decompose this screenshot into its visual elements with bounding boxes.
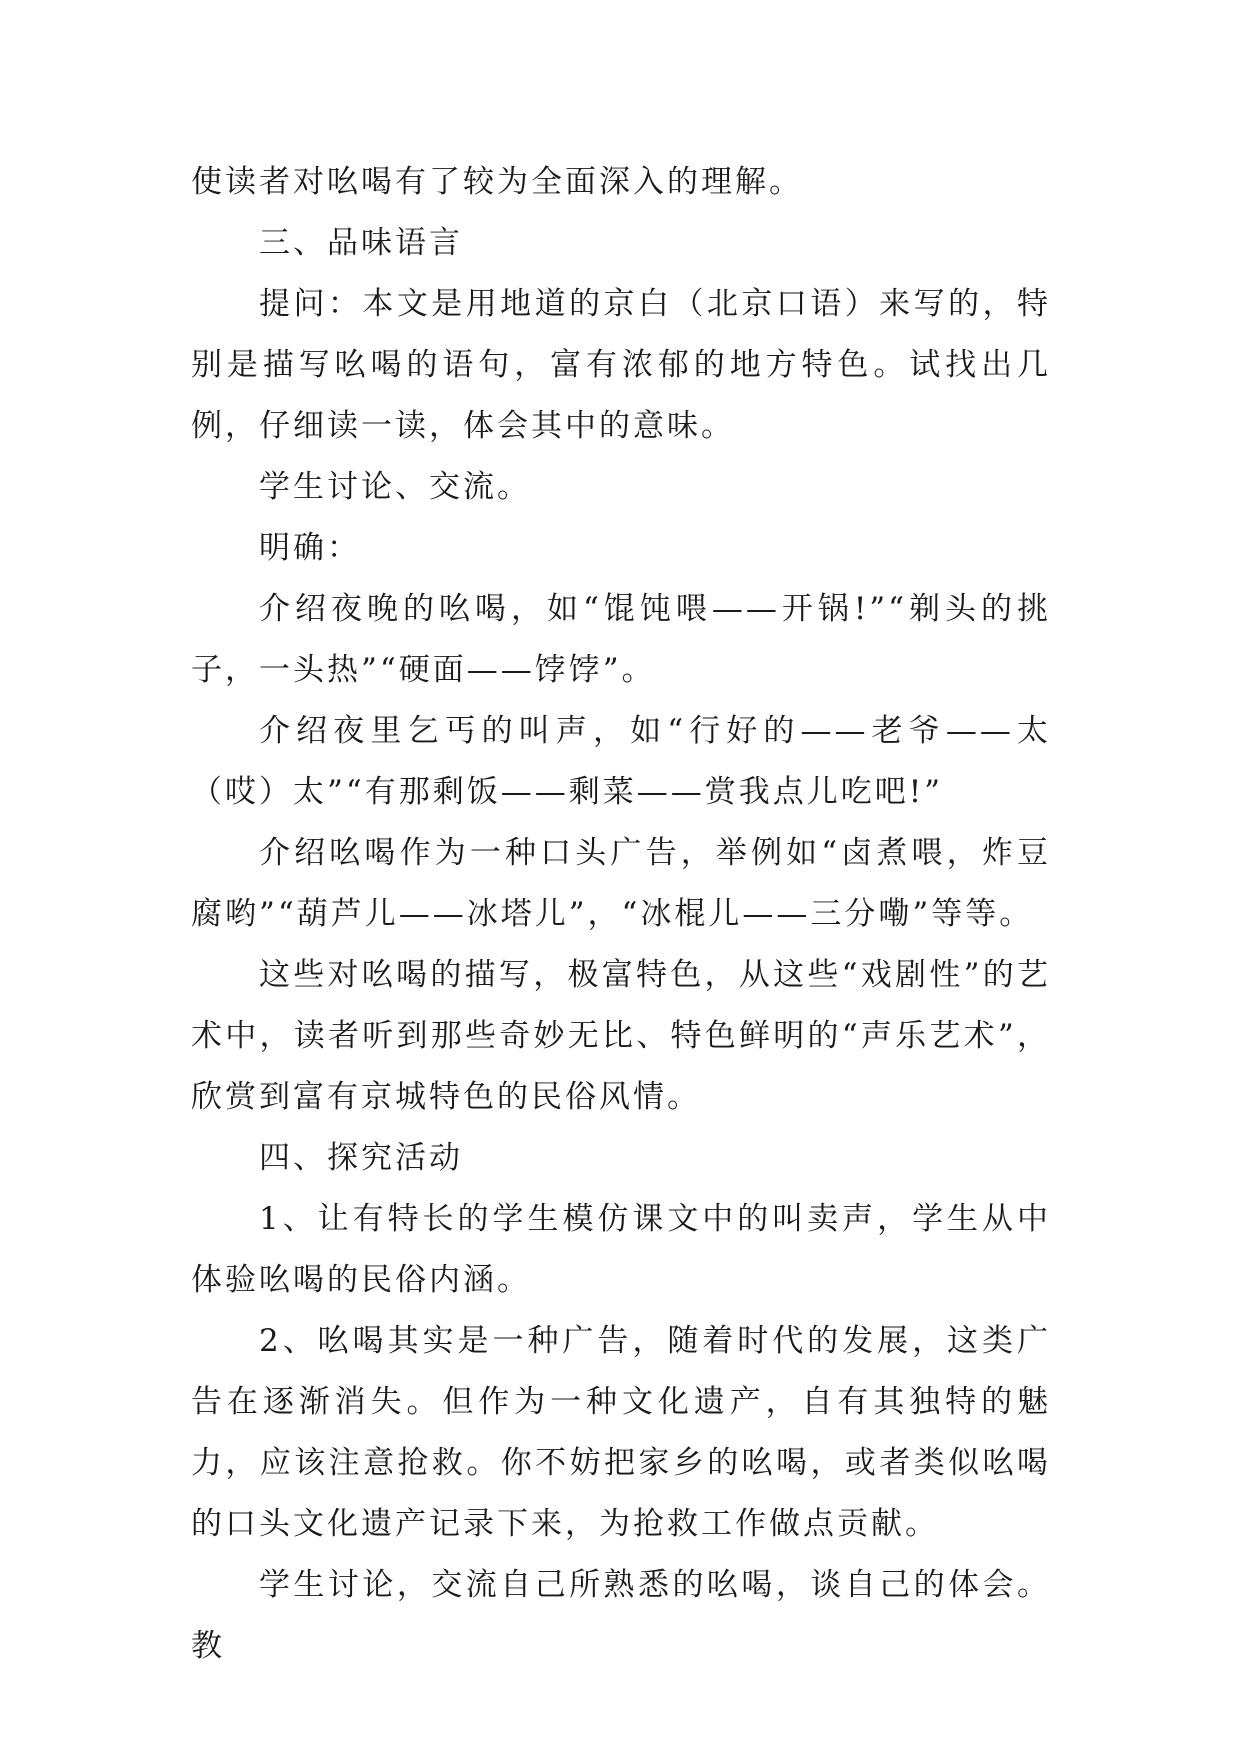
section-heading-3: 三、品味语言 <box>259 225 463 261</box>
beggar-call-paragraph: 介绍夜里乞丐的叫声，如“行好的——老爷——太（哎）太”“有那剩饭——剩菜——赏我点儿吃吧!” <box>191 713 1051 810</box>
advertisement-paragraph: 介绍吆喝作为一种口头广告，举例如“卤煮喂，炸豆腐哟”“葫芦儿——冰塔儿”，“冰棍儿——三分嘞”等等。 <box>191 835 1051 932</box>
activity-item-2: 2、吆喝其实是一种广告，随着时代的发展，这类广告在逐渐消失。但作为一种文化遗产，自有其独特的魅力，应该注意抢救。你不妨把家乡的吆喝，或者类似吆喝的口头文化遗产记录下来，为抢救工作做点贡献。 <box>191 1323 1051 1542</box>
activity-item-1: 1、让有特长的学生模仿课文中的叫卖声，学生从中体验吆喝的民俗内涵。 <box>191 1201 1051 1298</box>
clarify-label: 明确： <box>259 530 361 566</box>
question-paragraph: 提问：本文是用地道的京白（北京口语）来写的，特别是描写吆喝的语句，富有浓郁的地方特色。试找出几例，仔细读一读，体会其中的意味。 <box>191 286 1051 444</box>
summary-paragraph: 这些对吆喝的描写，极富特色，从这些“戏剧性”的艺术中，读者听到那些奇妙无比、特色鲜明的“声乐艺术”，欣赏到富有京城特色的民俗风情。 <box>191 957 1051 1115</box>
section-heading-4: 四、探究活动 <box>259 1140 463 1176</box>
student-discussion: 学生讨论、交流。 <box>259 469 531 505</box>
discussion-paragraph: 学生讨论，交流自己所熟悉的吆喝，谈自己的体会。教 <box>191 1567 1051 1664</box>
paragraph-continuation: 使读者对吆喝有了较为全面深入的理解。 <box>191 164 803 200</box>
night-call-paragraph: 介绍夜晚的吆喝，如“馄饨喂——开锅!”“剃头的挑子，一头热”“硬面——饽饽”。 <box>191 591 1051 688</box>
document-page <box>191 152 1051 1677</box>
